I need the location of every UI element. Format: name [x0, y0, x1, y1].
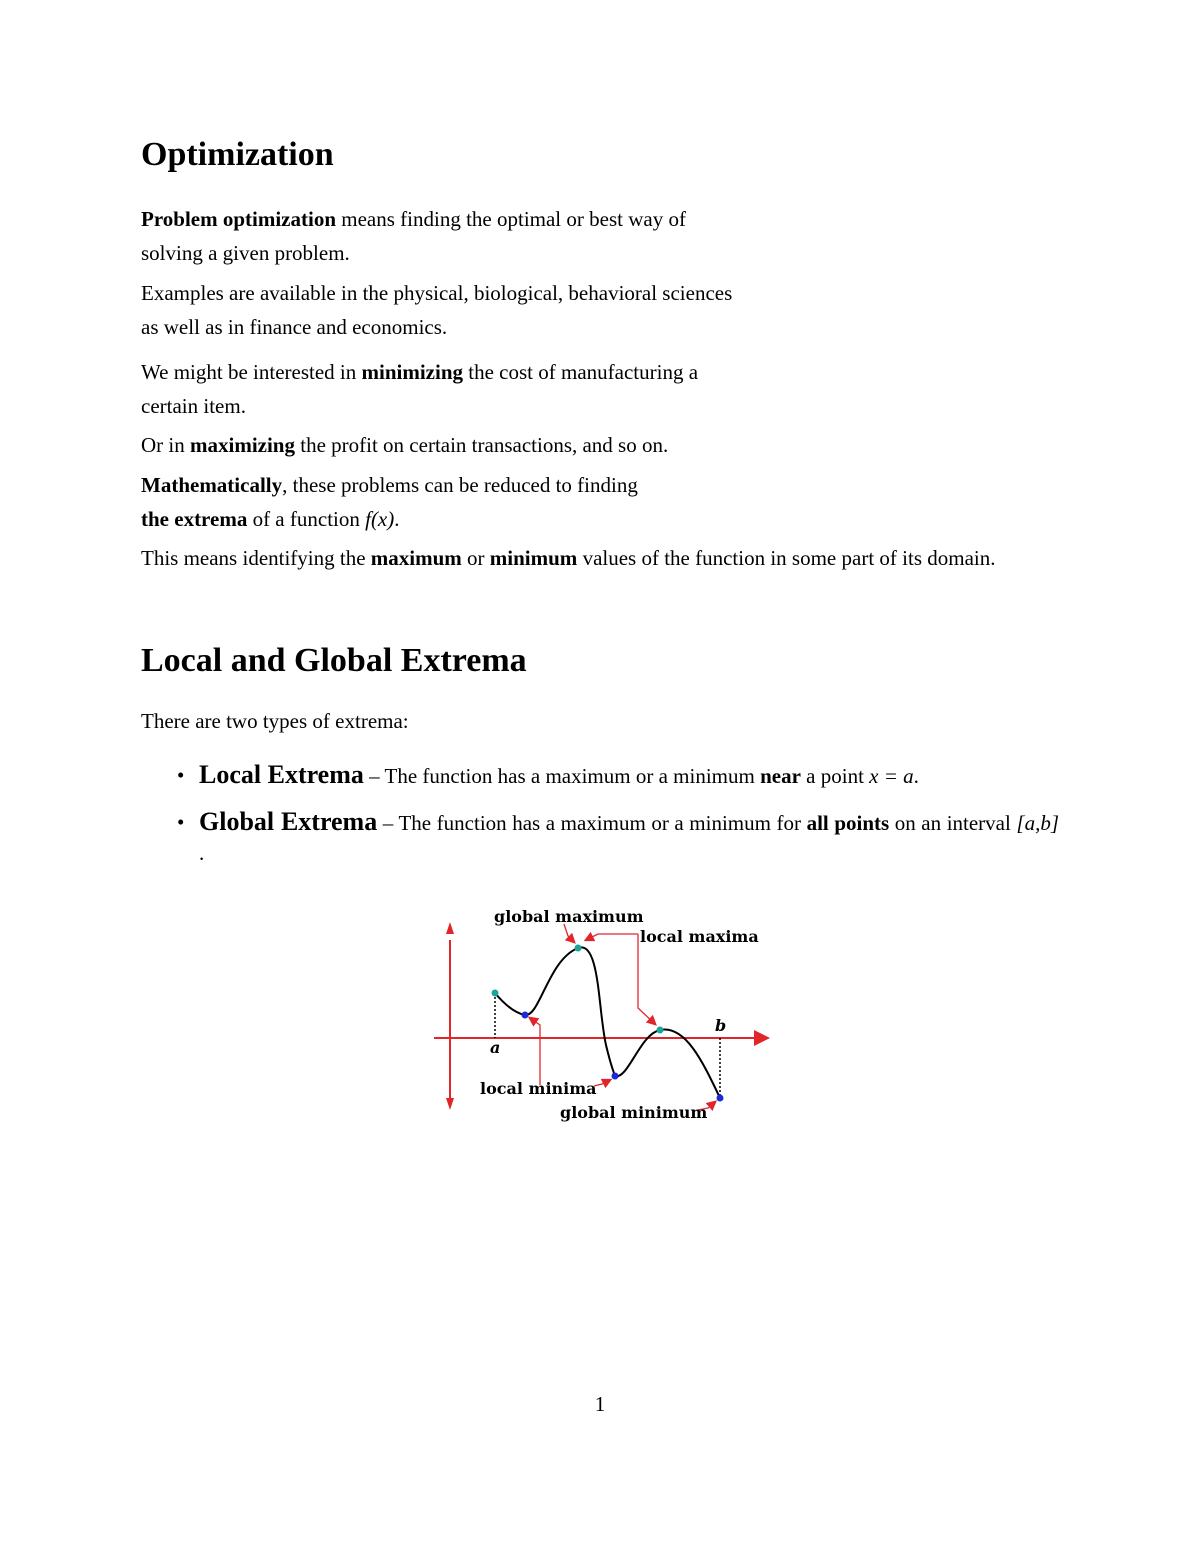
math-interval-ab: [a,b] [1016, 811, 1059, 835]
bold-problem-optimization: Problem optimization [141, 207, 337, 231]
math-fx: f(x) [365, 507, 395, 531]
bold-maximizing: maximizing [190, 433, 295, 457]
y-axis-arrow-down [446, 1098, 454, 1110]
bullet: • [177, 763, 185, 787]
para-maximizing: Or in maximizing the profit on certain transactions, and so on. [141, 433, 669, 457]
point-global-min [717, 1095, 724, 1102]
list-item-global-extrema: • Global Extrema – The function has a maximum or a minimum for all points on an interval [a,b] . [177, 807, 1059, 865]
function-curve [495, 947, 720, 1098]
label-local-minima: local minima [480, 1079, 597, 1098]
para-mathematically-line1: Mathematically, these problems can be reduced to finding [141, 473, 638, 497]
bold-mathematically: Mathematically [141, 473, 283, 497]
label-b: b [715, 1016, 727, 1035]
arrow-local-maxima-2 [638, 934, 655, 1024]
para-identifying: This means identifying the maximum or minimum values of the function in some part of its domain. [141, 546, 996, 570]
math-x-equals-a: x = a [869, 764, 914, 788]
para-examples-line1: Examples are available in the physical, biological, behavioral sciences [141, 281, 733, 305]
extrema-figure [430, 900, 770, 1130]
arrow-local-maxima-1 [586, 934, 638, 940]
bold-minimum: minimum [489, 546, 578, 570]
para-two-types: There are two types of extrema: [141, 709, 409, 733]
bold-minimizing: minimizing [361, 360, 464, 384]
arrow-local-minima-1 [530, 1018, 540, 1085]
label-a: a [490, 1038, 501, 1057]
point-local-min-2 [612, 1073, 619, 1080]
para-problem-optimization-line1: Problem optimization means finding the optimal or best way of [141, 207, 686, 231]
extrema-diagram [430, 900, 770, 1130]
term-global-extrema: Global Extrema [199, 807, 378, 836]
para-examples-line2: as well as in finance and economics. [141, 315, 448, 339]
para-minimizing-line1: We might be interested in minimizing the cost of manufacturing a [141, 360, 699, 384]
point-global-max [575, 945, 582, 952]
arrow-global-maximum [564, 924, 574, 942]
extrema-list [141, 760, 1059, 884]
heading-local-global-extrema: Local and Global Extrema [141, 642, 527, 679]
term-local-extrema: Local Extrema [199, 760, 364, 789]
para-problem-optimization-line2: solving a given problem. [141, 241, 350, 265]
point-endpoint-a [492, 990, 499, 997]
para-mathematically-line2: the extrema of a function f(x). [141, 507, 400, 531]
page-number: 1 [594, 1392, 606, 1416]
point-local-min-1 [522, 1012, 529, 1019]
para-minimizing-line2: certain item. [141, 394, 246, 418]
bullet: • [177, 810, 185, 834]
label-local-maxima: local maxima [640, 927, 759, 946]
heading-optimization: Optimization [141, 136, 334, 173]
list-item-local-extrema: • Local Extrema – The function has a maximum or a minimum near a point x = a. [177, 760, 919, 789]
label-global-minimum: global minimum [560, 1103, 708, 1122]
bold-maximum: maximum [370, 546, 462, 570]
point-local-max [657, 1027, 664, 1034]
y-axis-arrow-up [446, 922, 454, 934]
bold-the-extrema: the extrema [141, 507, 248, 531]
label-global-maximum: global maximum [494, 907, 644, 926]
